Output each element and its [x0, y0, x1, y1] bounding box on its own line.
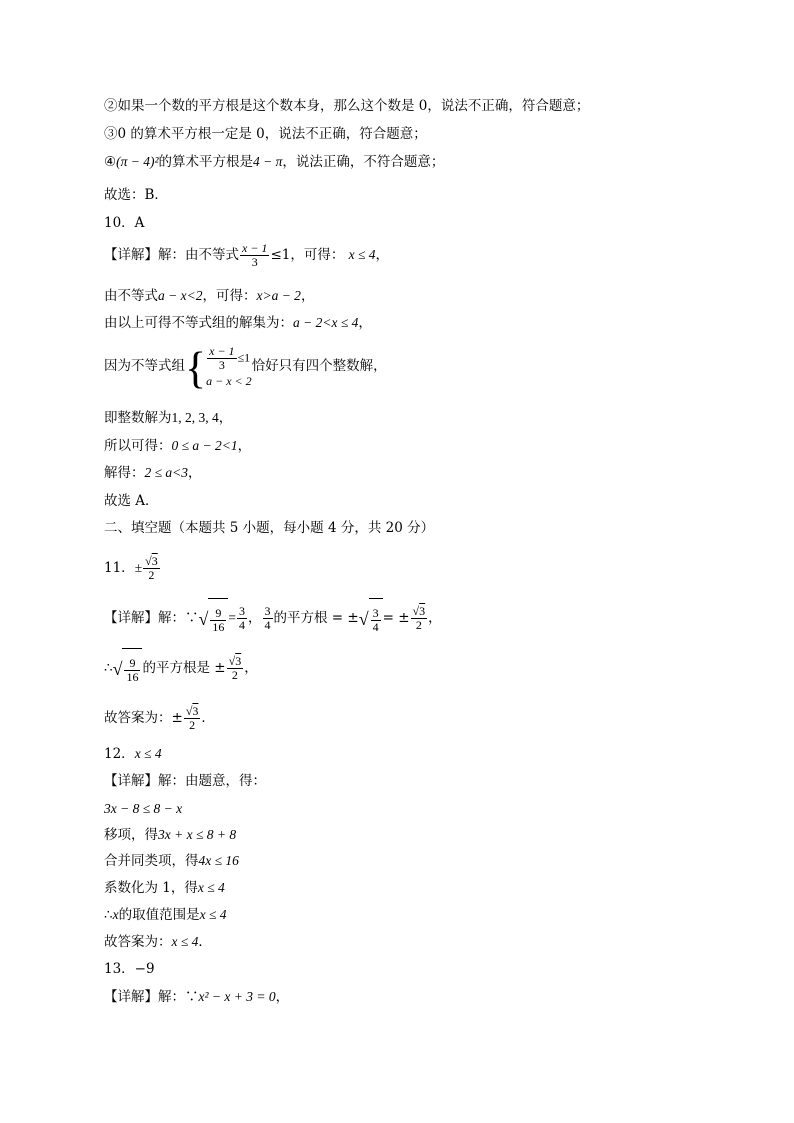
- q12-conclusion: 故答案为：x ≤ 4．: [104, 934, 212, 950]
- q12-step-5: 系数化为 1，得x ≤ 4: [104, 880, 225, 896]
- text-line-1: ②如果一个数的平方根是这个数本身，那么这个数是 0，说法不正确，符合题意；: [104, 98, 590, 114]
- q10-step-5: 即整数解为1, 2, 3, 4，: [104, 410, 233, 426]
- q12-step-1: 【详解】解：由题意，得：: [104, 773, 266, 789]
- inequality-system: { $\frac{x - 1}{3}$ ≤1 a − x < 2: [185, 342, 252, 392]
- text-line-4: 故选：B．: [104, 187, 168, 203]
- q10-step-2: 由不等式a − x<2，可得：x>a − 2，: [104, 288, 315, 304]
- q11-step-3: 故答案为：± $\frac{√3}{2}$ ．: [104, 704, 215, 732]
- q10-step-6: 所以可得：0 ≤ a − 2<1，: [104, 438, 252, 454]
- q12-step-2: 3x − 8 ≤ 8 − x: [104, 801, 183, 816]
- q12-step-4: 合并同类项，得4x ≤ 16: [104, 853, 239, 869]
- section-title-fill-in: 二、填空题（本题共 5 小题，每小题 4 分，共 20 分）: [104, 520, 435, 536]
- q12-answer: 12．x ≤ 4: [104, 746, 162, 762]
- q10-step-1: 【详解】解：由不等式 $\frac{x - 1}{3}$ ≤1，可得： x ≤ 4，: [104, 241, 390, 269]
- q10-answer: 10．A: [104, 215, 145, 231]
- text-line-2: ③0 的算术平方根一定是 0，说法不正确，符合题意；: [104, 126, 427, 142]
- q13-answer: 13．−9: [104, 961, 155, 977]
- q13-step-1: 【详解】解：∵x² − x + 3 = 0，: [104, 989, 290, 1005]
- q10-step-7: 解得：2 ≤ a<3，: [104, 465, 202, 481]
- text-line-3: ④(π − 4)²的算术平方根是4 − π，说法正确，不符合题意；: [104, 154, 445, 170]
- q10-conclusion: 故选 A．: [104, 493, 159, 509]
- q11-answer: 11．± $\frac{√3}{2}$: [104, 554, 158, 582]
- q11-step-1: 【详解】解：∵√ $\frac{9}{16}$ = $\frac{3}{4}$ ， $\frac{3}{4}$ 的平方根 = ±√ $\frac{3}{4}$ = ± $\frac{√3}{2}$ ，: [104, 598, 442, 638]
- q10-step-4: 因为不等式组{ $\frac{x - 1}{3}$ ≤1 a − x < 2 恰好只有四个整数解，: [104, 342, 387, 392]
- sqrt-icon: √: [112, 658, 123, 679]
- sqrt-icon: √: [145, 554, 152, 568]
- sqrt-icon: √: [358, 608, 369, 629]
- q11-step-2: ∴√ $\frac{9}{16}$ 的平方根是 ± $\frac{√3}{2}$ ，: [104, 648, 258, 688]
- sqrt-icon: √: [198, 608, 209, 629]
- q12-step-3: 移项，得3x + x ≤ 8 + 8: [104, 827, 237, 843]
- q12-step-6: ∴x的取值范围是x ≤ 4: [104, 907, 227, 923]
- q10-step-3: 由以上可得不等式组的解集为：a − 2<x ≤ 4，: [104, 315, 372, 331]
